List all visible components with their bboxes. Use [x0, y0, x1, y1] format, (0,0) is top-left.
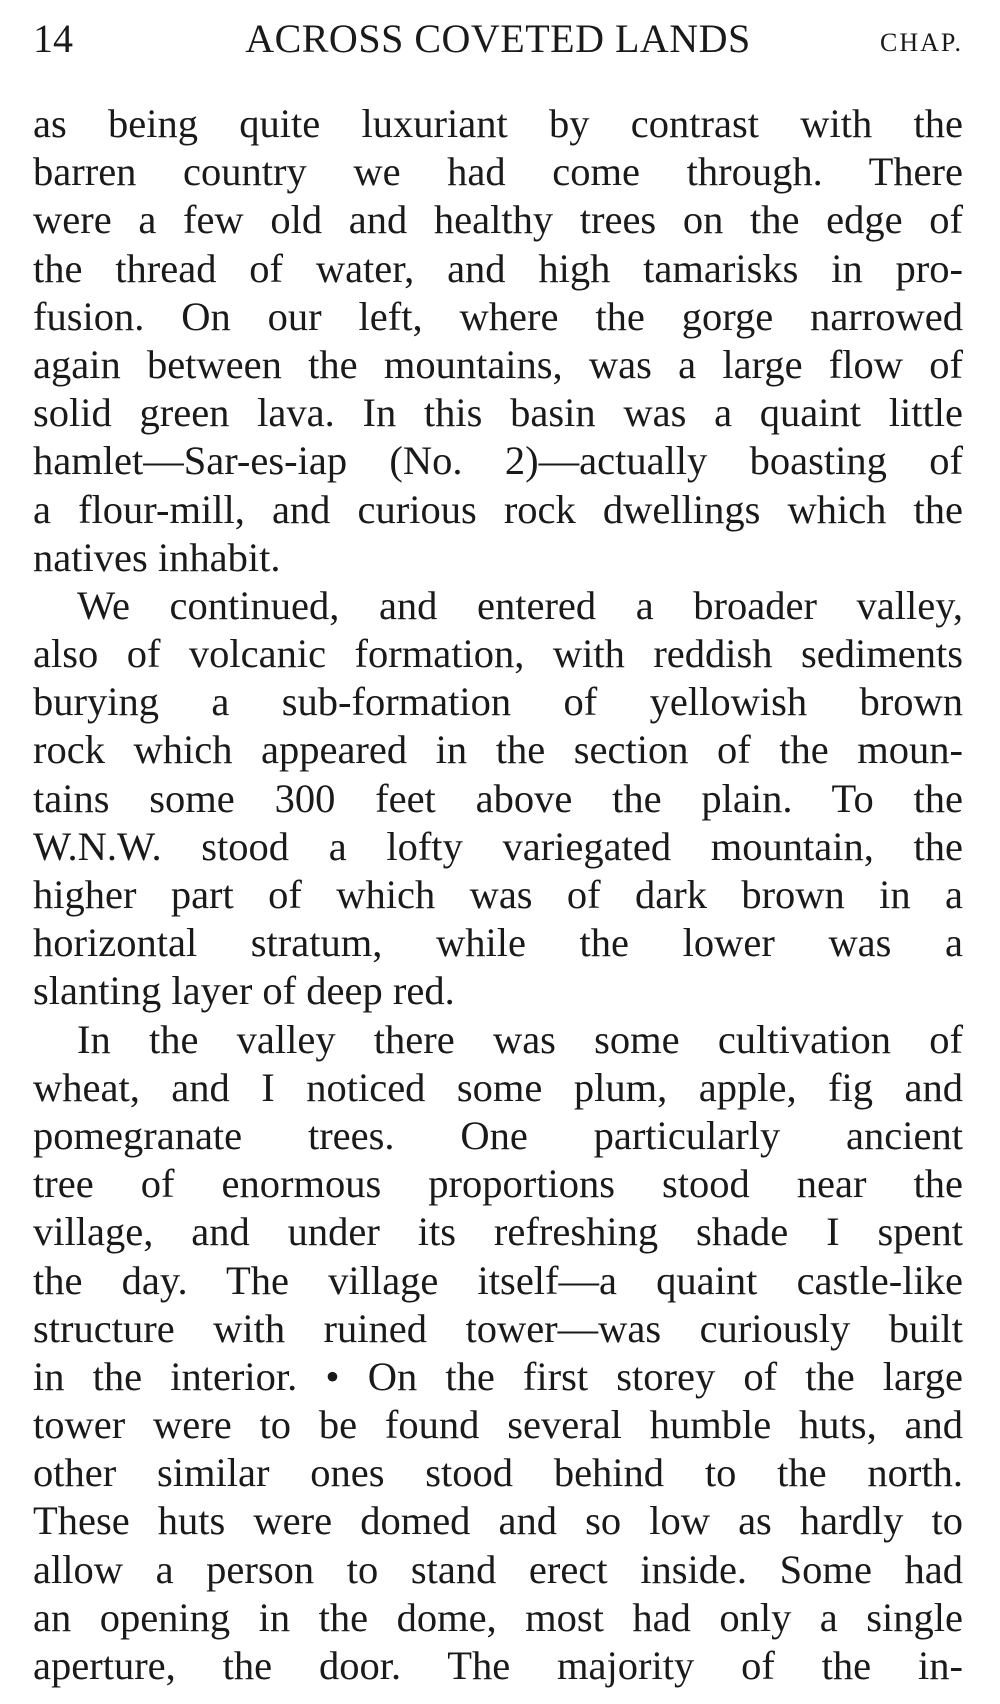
text-line: tower were to be found several humble huts, and	[33, 1402, 963, 1448]
text-line: again between the mountains, was a large flow of	[33, 341, 963, 387]
text-line: horizontal stratum, while the lower was a	[33, 920, 963, 966]
text-line: the thread of water, and high tamarisks in pro-	[33, 245, 963, 291]
text-line: tree of enormous proportions stood near the	[33, 1161, 963, 1207]
text-line: higher part of which was of dark brown in a	[33, 872, 963, 917]
text-line: pomegranate trees. One particularly ancient	[33, 1112, 963, 1158]
text-line: village, and under its refreshing shade I spent	[33, 1209, 963, 1255]
text-line: slanting layer of deep red.	[33, 968, 455, 1014]
text-line: also of volcanic formation, with reddish sediments	[33, 631, 963, 677]
paragraph-2	[33, 582, 963, 1016]
text-line: In the valley there was some cultivation of	[77, 1016, 963, 1062]
text-line: other similar ones stood behind to the north.	[33, 1450, 963, 1496]
text-line: wheat, and I noticed some plum, apple, fig and	[33, 1064, 963, 1110]
text-line: These huts were domed and so low as hardly to	[33, 1498, 963, 1544]
text-line: rock which appeared in the section of the moun-	[33, 727, 963, 773]
paragraph-3	[33, 1016, 963, 1691]
text-line: W.N.W. stood a lofty variegated mountain, the	[33, 823, 963, 869]
text-line: tains some 300 feet above the plain. To the	[33, 775, 963, 821]
text-line: a flour-mill, and curious rock dwellings which the	[33, 486, 963, 532]
text-line: were a few old and healthy trees on the edge of	[33, 197, 963, 243]
paragraph-1	[33, 100, 963, 582]
text-line: in the interior. • On the first storey of the large	[33, 1353, 963, 1399]
book-title: ACROSS COVETED LANDS	[245, 16, 751, 61]
text-line: as being quite luxuriant by contrast with the	[33, 101, 963, 146]
text-line: aperture, the door. The majority of the in-	[33, 1643, 963, 1688]
chapter-mark: CHAP.	[880, 28, 963, 57]
page-number: 14	[33, 16, 73, 61]
text-line: hamlet—Sar-es-iap (No. 2)—actually boasting of	[33, 438, 963, 484]
text-line: burying a sub-formation of yellowish brown	[33, 679, 963, 725]
text-line: barren country we had come through. There	[33, 149, 963, 195]
text-line: solid green lava. In this basin was a quaint little	[33, 390, 963, 436]
text-line: We continued, and entered a broader valley,	[77, 582, 963, 628]
text-line: fusion. On our left, where the gorge narrowed	[33, 293, 963, 339]
text-line: an opening in the dome, most had only a single	[33, 1594, 963, 1640]
text-line: structure with ruined tower—was curiously built	[33, 1305, 963, 1351]
text-line: natives inhabit.	[33, 534, 281, 580]
body-text	[33, 100, 963, 1690]
text-line: the day. The village itself—a quaint castle-like	[33, 1257, 963, 1303]
running-head	[33, 14, 963, 64]
text-line: allow a person to stand erect inside. Some had	[33, 1546, 963, 1592]
